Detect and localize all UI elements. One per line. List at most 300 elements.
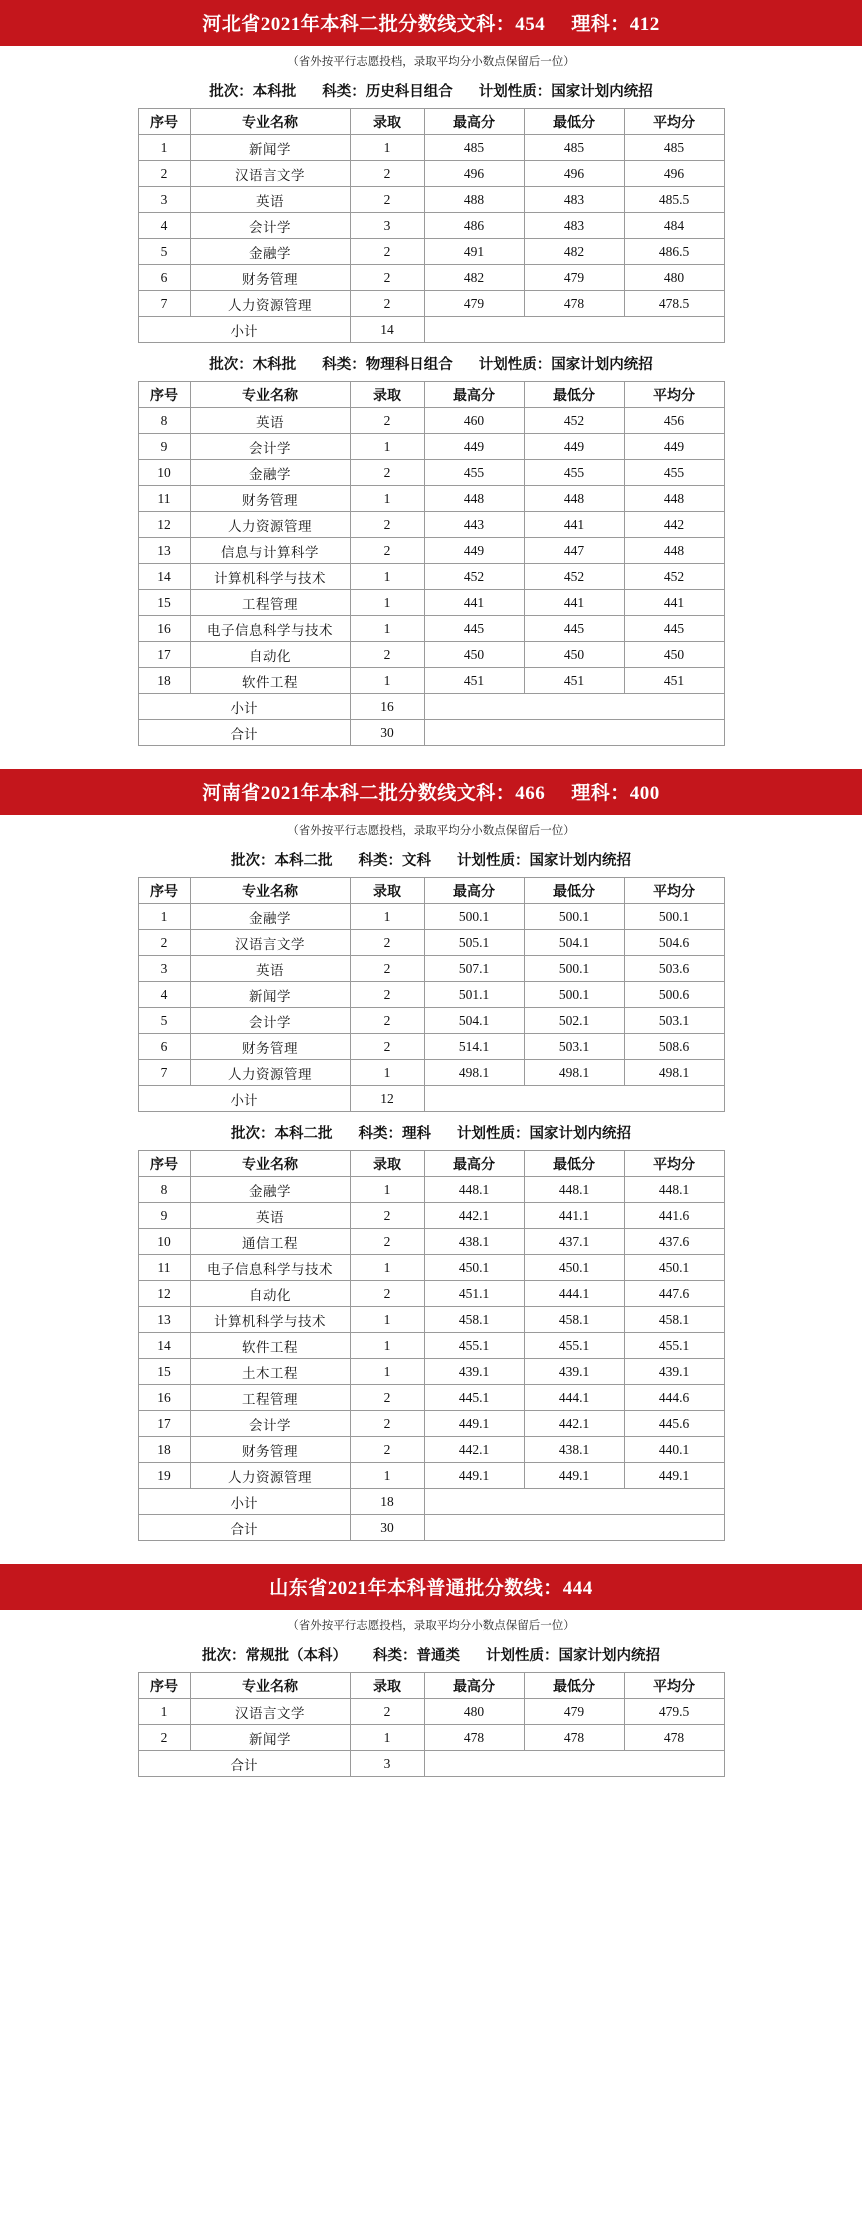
cell-min: 483 [524, 213, 624, 239]
cell-min: 500.1 [524, 904, 624, 930]
section-note: （省外按平行志愿投档，录取平均分小数点保留后一位） [287, 825, 575, 837]
table-row [138, 1699, 724, 1725]
cell-max: 501.1 [424, 982, 524, 1008]
cell-min: 451 [524, 668, 624, 694]
cell-index: 17 [138, 1411, 190, 1437]
column-header: 序号 [138, 109, 190, 135]
cell-admitted: 2 [350, 1411, 424, 1437]
table-spacer [0, 746, 862, 752]
subtotal-blank [424, 1489, 724, 1515]
plan-label: 计划性质： [457, 853, 530, 869]
cell-min: 448.1 [524, 1177, 624, 1203]
subtotal-label: 小计 [138, 1086, 350, 1112]
cell-major: 汉语言文学 [190, 1699, 350, 1725]
table-row [138, 564, 724, 590]
column-header: 平均分 [624, 1673, 724, 1699]
cell-admitted: 2 [350, 460, 424, 486]
table-header-row [138, 109, 724, 135]
table-row [138, 1725, 724, 1751]
cell-index: 9 [138, 434, 190, 460]
cell-index: 10 [138, 1229, 190, 1255]
cell-max: 439.1 [424, 1359, 524, 1385]
cell-admitted: 1 [350, 616, 424, 642]
total-row [138, 1751, 724, 1777]
score-table [138, 877, 725, 1112]
category-value: 文科 [402, 853, 431, 869]
batch-value: 本科二批 [274, 1126, 333, 1142]
cell-max: 450 [424, 642, 524, 668]
total-row [138, 720, 724, 746]
table-spacer [0, 1541, 862, 1547]
cell-avg: 437.6 [624, 1229, 724, 1255]
batch-label: 批次： [231, 1126, 275, 1142]
batch-value: 本科批 [252, 84, 297, 100]
cell-max: 460 [424, 408, 524, 434]
cell-avg: 480 [624, 265, 724, 291]
batch-label: 批次： [202, 1648, 246, 1664]
table-row [138, 486, 724, 512]
section-banner [0, 0, 862, 46]
cell-admitted: 2 [350, 1385, 424, 1411]
cell-index: 9 [138, 1203, 190, 1229]
cell-major: 财务管理 [190, 486, 350, 512]
table-row [138, 616, 724, 642]
subtotal-blank [424, 1086, 724, 1112]
subtotal-value: 16 [350, 694, 424, 720]
cell-index: 10 [138, 460, 190, 486]
cell-avg: 503.1 [624, 1008, 724, 1034]
cell-max: 514.1 [424, 1034, 524, 1060]
cell-min: 448 [524, 486, 624, 512]
table-row [138, 1229, 724, 1255]
cell-major: 工程管理 [190, 590, 350, 616]
cell-major: 计算机科学与技术 [190, 564, 350, 590]
category-label: 科类： [322, 84, 366, 100]
score-section [0, 769, 862, 1547]
cell-max: 449.1 [424, 1463, 524, 1489]
cell-min: 439.1 [524, 1359, 624, 1385]
cell-max: 496 [424, 161, 524, 187]
column-header: 专业名称 [190, 1151, 350, 1177]
column-header: 录取 [350, 382, 424, 408]
cell-major: 自动化 [190, 642, 350, 668]
cell-major: 新闻学 [190, 1725, 350, 1751]
cell-max: 507.1 [424, 956, 524, 982]
cell-min: 437.1 [524, 1229, 624, 1255]
total-value: 30 [350, 720, 424, 746]
cell-avg: 448.1 [624, 1177, 724, 1203]
subtotal-label: 小计 [138, 317, 350, 343]
batch-value: 常规批（本科） [245, 1648, 347, 1664]
cell-avg: 448 [624, 486, 724, 512]
table-row [138, 291, 724, 317]
column-header: 最低分 [524, 878, 624, 904]
category-value: 物理科日组合 [365, 357, 453, 373]
cell-min: 450.1 [524, 1255, 624, 1281]
cell-avg: 455.1 [624, 1333, 724, 1359]
cell-major: 通信工程 [190, 1229, 350, 1255]
cell-min: 500.1 [524, 956, 624, 982]
cell-avg: 452 [624, 564, 724, 590]
table-row [138, 904, 724, 930]
banner-title: 山东省2021年本科普通批分数线：444 [269, 1578, 593, 1599]
cell-major: 会计学 [190, 213, 350, 239]
cell-admitted: 2 [350, 982, 424, 1008]
cell-index: 14 [138, 1333, 190, 1359]
table-row [138, 135, 724, 161]
cell-major: 英语 [190, 1203, 350, 1229]
score-section [0, 0, 862, 752]
cell-avg: 508.6 [624, 1034, 724, 1060]
table-row [138, 512, 724, 538]
cell-major: 会计学 [190, 434, 350, 460]
cell-index: 11 [138, 486, 190, 512]
cell-major: 英语 [190, 408, 350, 434]
cell-admitted: 2 [350, 265, 424, 291]
cell-avg: 503.6 [624, 956, 724, 982]
cell-admitted: 3 [350, 213, 424, 239]
cell-major: 软件工程 [190, 1333, 350, 1359]
cell-index: 11 [138, 1255, 190, 1281]
cell-avg: 498.1 [624, 1060, 724, 1086]
cell-admitted: 1 [350, 486, 424, 512]
table-row [138, 434, 724, 460]
cell-avg: 455 [624, 460, 724, 486]
cell-index: 18 [138, 1437, 190, 1463]
cell-admitted: 2 [350, 291, 424, 317]
column-header: 录取 [350, 878, 424, 904]
cell-admitted: 1 [350, 1725, 424, 1751]
table-row [138, 1281, 724, 1307]
total-label: 合计 [138, 1515, 350, 1541]
table-header-row [138, 1673, 724, 1699]
cell-major: 电子信息科学与技术 [190, 616, 350, 642]
cell-index: 7 [138, 1060, 190, 1086]
column-header: 平均分 [624, 1151, 724, 1177]
cell-max: 486 [424, 213, 524, 239]
cell-min: 455 [524, 460, 624, 486]
category-label: 科类： [358, 1126, 402, 1142]
cell-avg: 456 [624, 408, 724, 434]
cell-major: 人力资源管理 [190, 1060, 350, 1086]
cell-admitted: 1 [350, 434, 424, 460]
subtotal-row [138, 1489, 724, 1515]
cell-max: 442.1 [424, 1203, 524, 1229]
score-section [0, 1564, 862, 1783]
cell-major: 金融学 [190, 460, 350, 486]
cell-max: 455 [424, 460, 524, 486]
cell-avg: 444.6 [624, 1385, 724, 1411]
column-header: 序号 [138, 878, 190, 904]
cell-avg: 441.6 [624, 1203, 724, 1229]
column-header: 序号 [138, 1151, 190, 1177]
table-row [138, 161, 724, 187]
batch-value: 木科批 [252, 357, 297, 373]
cell-avg: 496 [624, 161, 724, 187]
cell-avg: 442 [624, 512, 724, 538]
group-meta [0, 845, 862, 877]
cell-max: 504.1 [424, 1008, 524, 1034]
cell-avg: 486.5 [624, 239, 724, 265]
cell-avg: 458.1 [624, 1307, 724, 1333]
section-banner [0, 769, 862, 815]
cell-major: 金融学 [190, 904, 350, 930]
cell-max: 441 [424, 590, 524, 616]
cell-avg: 478.5 [624, 291, 724, 317]
table-row [138, 538, 724, 564]
cell-index: 12 [138, 1281, 190, 1307]
subtotal-row [138, 694, 724, 720]
subtotal-row [138, 1086, 724, 1112]
category-value: 历史科目组合 [365, 84, 453, 100]
cell-major: 财务管理 [190, 1034, 350, 1060]
column-header: 最低分 [524, 109, 624, 135]
cell-major: 汉语言文学 [190, 161, 350, 187]
cell-min: 445 [524, 616, 624, 642]
cell-admitted: 2 [350, 930, 424, 956]
cell-major: 软件工程 [190, 668, 350, 694]
cell-min: 452 [524, 564, 624, 590]
cell-min: 449.1 [524, 1463, 624, 1489]
cell-min: 450 [524, 642, 624, 668]
column-header: 最低分 [524, 382, 624, 408]
cell-max: 500.1 [424, 904, 524, 930]
cell-admitted: 2 [350, 642, 424, 668]
table-row [138, 590, 724, 616]
cell-major: 信息与计算科学 [190, 538, 350, 564]
column-header: 最高分 [424, 109, 524, 135]
cell-max: 451 [424, 668, 524, 694]
category-label: 科类： [373, 1648, 417, 1664]
subtotal-value: 12 [350, 1086, 424, 1112]
column-header: 最高分 [424, 1151, 524, 1177]
cell-admitted: 2 [350, 1008, 424, 1034]
cell-admitted: 2 [350, 408, 424, 434]
cell-index: 16 [138, 1385, 190, 1411]
cell-index: 1 [138, 135, 190, 161]
cell-max: 449 [424, 538, 524, 564]
subtotal-value: 14 [350, 317, 424, 343]
category-label: 科类： [358, 853, 402, 869]
table-row [138, 1034, 724, 1060]
section-divider [0, 1555, 862, 1564]
cell-admitted: 1 [350, 1177, 424, 1203]
table-row [138, 1060, 724, 1086]
table-row [138, 187, 724, 213]
cell-min: 449 [524, 434, 624, 460]
cell-min: 482 [524, 239, 624, 265]
cell-max: 445 [424, 616, 524, 642]
cell-min: 479 [524, 265, 624, 291]
cell-index: 15 [138, 1359, 190, 1385]
cell-max: 478 [424, 1725, 524, 1751]
cell-admitted: 2 [350, 187, 424, 213]
cell-index: 13 [138, 1307, 190, 1333]
section-note: （省外按平行志愿投档，录取平均分小数点保留后一位） [287, 56, 575, 68]
cell-avg: 447.6 [624, 1281, 724, 1307]
column-header: 录取 [350, 1673, 424, 1699]
cell-index: 8 [138, 1177, 190, 1203]
cell-avg: 485.5 [624, 187, 724, 213]
cell-admitted: 2 [350, 1281, 424, 1307]
cell-max: 458.1 [424, 1307, 524, 1333]
cell-admitted: 2 [350, 161, 424, 187]
cell-avg: 500.6 [624, 982, 724, 1008]
group-meta [0, 76, 862, 108]
total-label: 合计 [138, 720, 350, 746]
cell-min: 502.1 [524, 1008, 624, 1034]
cell-min: 458.1 [524, 1307, 624, 1333]
cell-index: 4 [138, 982, 190, 1008]
category-value: 普通类 [416, 1648, 460, 1664]
table-header-row [138, 878, 724, 904]
total-row [138, 1515, 724, 1541]
column-header: 最高分 [424, 382, 524, 408]
cell-max: 449 [424, 434, 524, 460]
section-divider [0, 760, 862, 769]
plan-value: 国家计划内统招 [529, 1126, 631, 1142]
cell-major: 电子信息科学与技术 [190, 1255, 350, 1281]
table-row [138, 930, 724, 956]
cell-max: 449.1 [424, 1411, 524, 1437]
cell-max: 445.1 [424, 1385, 524, 1411]
score-table [138, 1672, 725, 1777]
plan-label: 计划性质： [478, 357, 552, 373]
cell-min: 442.1 [524, 1411, 624, 1437]
cell-major: 财务管理 [190, 1437, 350, 1463]
cell-index: 3 [138, 187, 190, 213]
cell-avg: 439.1 [624, 1359, 724, 1385]
cell-index: 2 [138, 930, 190, 956]
cell-min: 498.1 [524, 1060, 624, 1086]
cell-major: 金融学 [190, 239, 350, 265]
cell-admitted: 2 [350, 1437, 424, 1463]
column-header: 专业名称 [190, 1673, 350, 1699]
table-row [138, 1008, 724, 1034]
cell-max: 479 [424, 291, 524, 317]
cell-index: 1 [138, 1699, 190, 1725]
cell-avg: 441 [624, 590, 724, 616]
cell-max: 455.1 [424, 1333, 524, 1359]
cell-index: 16 [138, 616, 190, 642]
subtotal-label: 小计 [138, 694, 350, 720]
total-value: 30 [350, 1515, 424, 1541]
total-blank [424, 720, 724, 746]
batch-label: 批次： [231, 853, 275, 869]
batch-value: 本科二批 [274, 853, 333, 869]
column-header: 录取 [350, 1151, 424, 1177]
cell-admitted: 1 [350, 1255, 424, 1281]
cell-major: 新闻学 [190, 135, 350, 161]
table-header-row [138, 382, 724, 408]
table-row [138, 668, 724, 694]
cell-major: 人力资源管理 [190, 1463, 350, 1489]
table-row [138, 1437, 724, 1463]
cell-min: 438.1 [524, 1437, 624, 1463]
column-header: 平均分 [624, 878, 724, 904]
cell-index: 2 [138, 1725, 190, 1751]
cell-major: 计算机科学与技术 [190, 1307, 350, 1333]
table-row [138, 1411, 724, 1437]
cell-avg: 450.1 [624, 1255, 724, 1281]
cell-index: 5 [138, 239, 190, 265]
subtotal-label: 小计 [138, 1489, 350, 1515]
cell-index: 17 [138, 642, 190, 668]
cell-index: 12 [138, 512, 190, 538]
column-header: 专业名称 [190, 878, 350, 904]
cell-max: 480 [424, 1699, 524, 1725]
cell-admitted: 1 [350, 1333, 424, 1359]
cell-max: 448 [424, 486, 524, 512]
cell-min: 452 [524, 408, 624, 434]
column-header: 最高分 [424, 1673, 524, 1699]
plan-label: 计划性质： [486, 1648, 559, 1664]
cell-index: 4 [138, 213, 190, 239]
cell-avg: 500.1 [624, 904, 724, 930]
group-meta [0, 1640, 862, 1672]
subtotal-row [138, 317, 724, 343]
cell-avg: 479.5 [624, 1699, 724, 1725]
cell-index: 5 [138, 1008, 190, 1034]
cell-index: 7 [138, 291, 190, 317]
cell-admitted: 2 [350, 956, 424, 982]
cell-major: 财务管理 [190, 265, 350, 291]
plan-label: 计划性质： [457, 1126, 530, 1142]
cell-max: 448.1 [424, 1177, 524, 1203]
table-row [138, 239, 724, 265]
table-row [138, 982, 724, 1008]
column-header: 专业名称 [190, 109, 350, 135]
group-meta [0, 349, 862, 381]
cell-max: 438.1 [424, 1229, 524, 1255]
cell-max: 505.1 [424, 930, 524, 956]
table-header-row [138, 1151, 724, 1177]
cell-avg: 484 [624, 213, 724, 239]
table-row [138, 1333, 724, 1359]
cell-avg: 450 [624, 642, 724, 668]
score-table [138, 1150, 725, 1541]
cell-min: 441 [524, 590, 624, 616]
cell-max: 442.1 [424, 1437, 524, 1463]
category-value: 理科 [402, 1126, 431, 1142]
banner-title: 河南省2021年本科二批分数线文科：466 [202, 783, 546, 804]
cell-index: 6 [138, 1034, 190, 1060]
cell-index: 6 [138, 265, 190, 291]
total-value: 3 [350, 1751, 424, 1777]
column-header: 最高分 [424, 878, 524, 904]
table-row [138, 1203, 724, 1229]
cell-max: 491 [424, 239, 524, 265]
cell-max: 482 [424, 265, 524, 291]
cell-avg: 445.6 [624, 1411, 724, 1437]
table-row [138, 408, 724, 434]
cell-admitted: 1 [350, 590, 424, 616]
cell-major: 金融学 [190, 1177, 350, 1203]
column-header: 平均分 [624, 109, 724, 135]
table-row [138, 265, 724, 291]
cell-max: 443 [424, 512, 524, 538]
table-row [138, 1307, 724, 1333]
plan-value: 国家计划内统招 [558, 1648, 660, 1664]
cell-avg: 478 [624, 1725, 724, 1751]
table-row [138, 1463, 724, 1489]
cell-major: 土木工程 [190, 1359, 350, 1385]
section-note: （省外按平行志愿投档，录取平均分小数点保留后一位） [287, 1620, 575, 1632]
cell-index: 19 [138, 1463, 190, 1489]
cell-min: 504.1 [524, 930, 624, 956]
cell-admitted: 1 [350, 1359, 424, 1385]
cell-avg: 448 [624, 538, 724, 564]
